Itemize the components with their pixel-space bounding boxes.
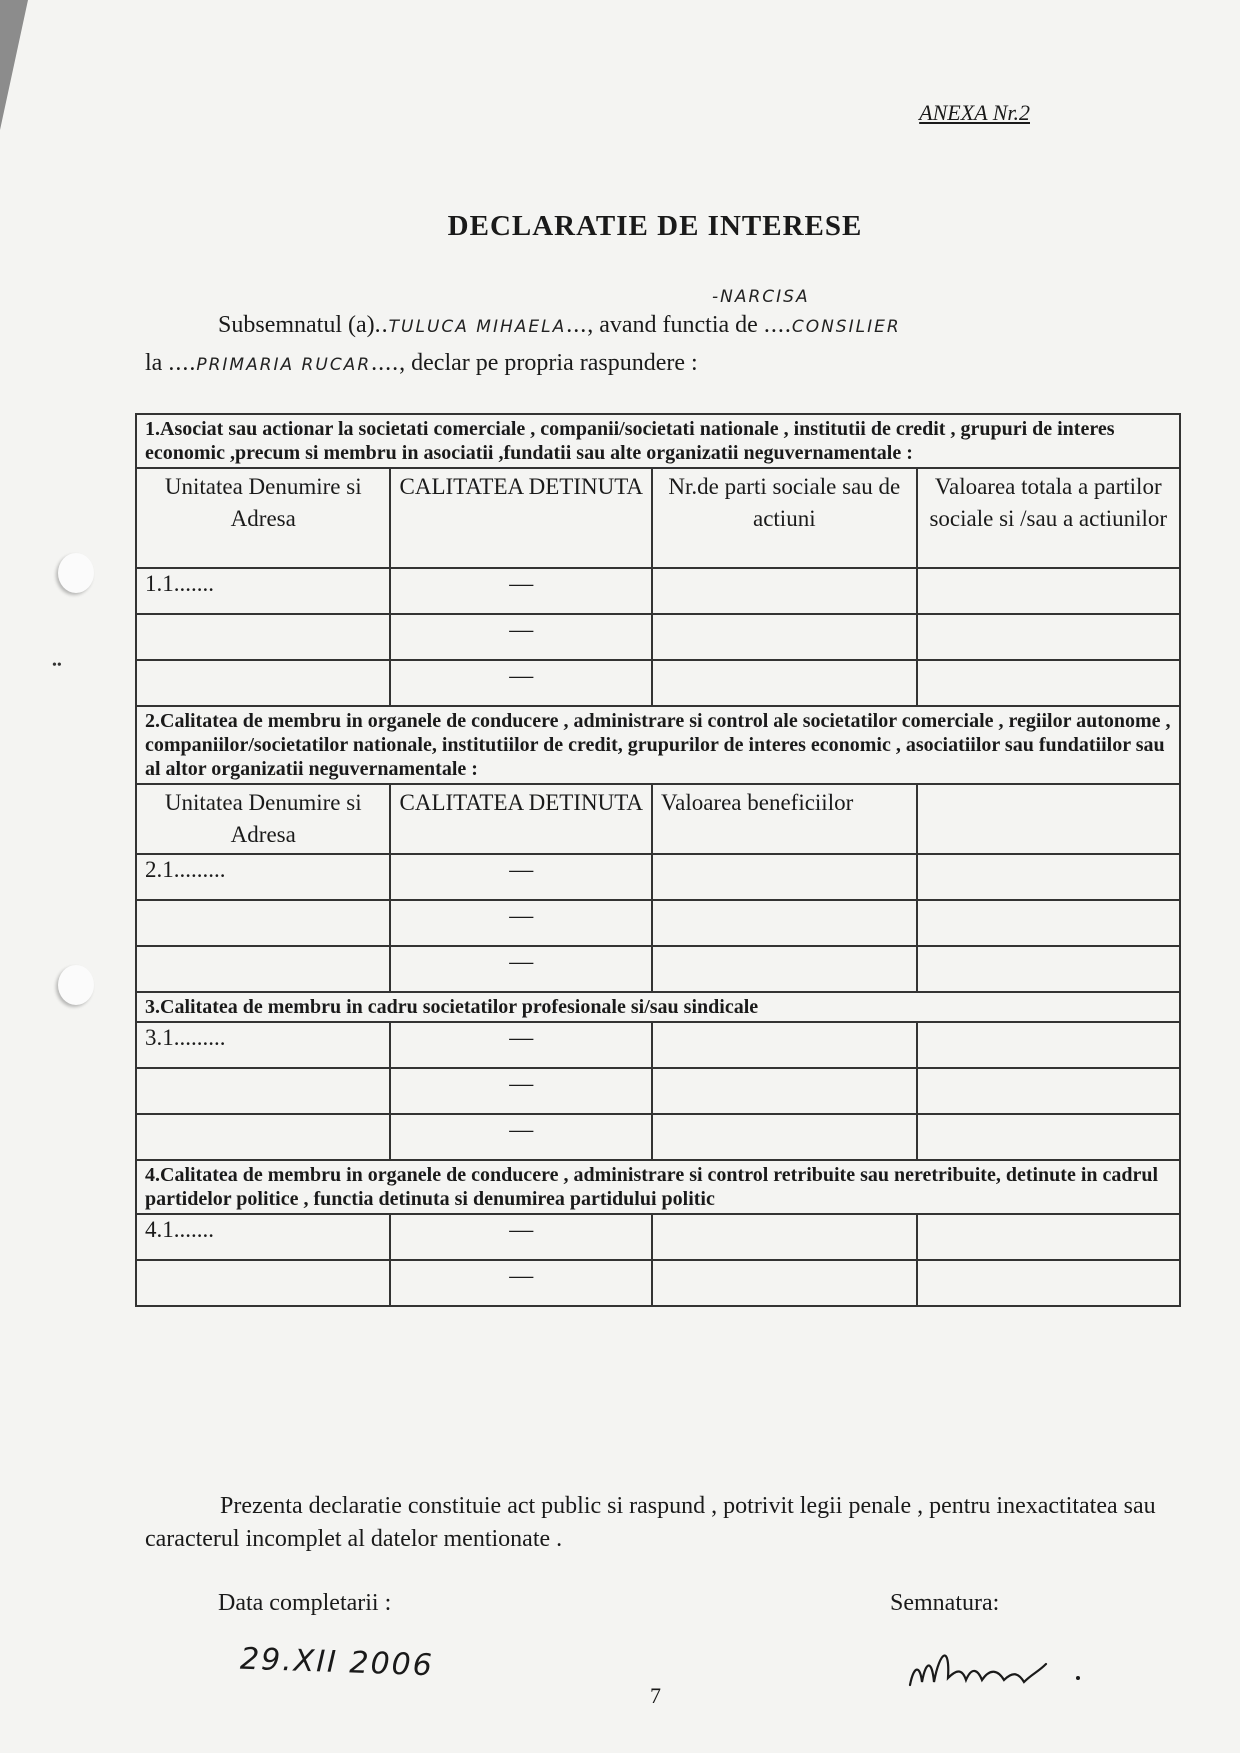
s2-header-unit: Unitatea Denumire si Adresa — [136, 784, 390, 854]
table-cell[interactable]: — — [390, 568, 652, 614]
table-cell[interactable] — [917, 900, 1180, 946]
table-row — [136, 1022, 1180, 1068]
subsemnatul-label: Subsemnatul (a) — [218, 312, 375, 338]
annex-label: ANEXA Nr.2 — [919, 100, 1030, 125]
table-row — [136, 614, 1180, 660]
table-cell[interactable] — [917, 946, 1180, 992]
table-row — [136, 568, 1180, 614]
table-cell[interactable] — [136, 614, 390, 660]
date-label: Data completarii : — [218, 1590, 392, 1616]
table-cell[interactable] — [652, 660, 917, 706]
table-cell[interactable] — [652, 946, 917, 992]
table-row — [136, 660, 1180, 706]
table-cell[interactable] — [136, 1114, 390, 1160]
handwritten-signature — [900, 1630, 1110, 1700]
la-label: la — [145, 350, 163, 376]
table-cell[interactable] — [917, 660, 1180, 706]
table-cell[interactable] — [136, 1068, 390, 1114]
table-cell[interactable]: — — [390, 660, 652, 706]
table-cell[interactable]: — — [390, 900, 652, 946]
table-cell[interactable] — [136, 946, 390, 992]
s1-header-quality: CALITATEA DETINUTA — [390, 468, 652, 568]
table-cell[interactable] — [652, 1022, 917, 1068]
table-cell[interactable] — [917, 1114, 1180, 1160]
table-cell[interactable]: 3.1......... — [136, 1022, 390, 1068]
page-number: 7 — [650, 1683, 661, 1708]
table-cell[interactable] — [917, 1068, 1180, 1114]
table-row — [136, 1068, 1180, 1114]
section-1-title: 1.Asociat sau actionar la societati comerciale , companii/societati nationale , institutii de credit , grupuri de interes economic ,precum si membru in asociatii ,fundatii sau alte organizatii neguvernamentale : — [136, 414, 1180, 468]
table-cell[interactable] — [917, 1022, 1180, 1068]
signature-label: Semnatura: — [890, 1590, 1000, 1616]
table-cell[interactable] — [136, 900, 390, 946]
table-cell[interactable]: — — [390, 1214, 652, 1260]
table-row — [136, 854, 1180, 900]
table-cell[interactable] — [652, 1068, 917, 1114]
table-row — [136, 1260, 1180, 1306]
table-cell[interactable]: — — [390, 1114, 652, 1160]
table-cell[interactable] — [652, 900, 917, 946]
interests-table — [135, 413, 1181, 1307]
table-cell[interactable] — [652, 614, 917, 660]
scan-shadow — [0, 0, 28, 130]
table-cell[interactable]: 2.1......... — [136, 854, 390, 900]
s1-header-shares: Nr.de parti sociale sau de actiuni — [652, 468, 917, 568]
table-cell[interactable] — [917, 1214, 1180, 1260]
table-cell[interactable] — [917, 1260, 1180, 1306]
table-row — [136, 900, 1180, 946]
punch-hole-top — [58, 553, 94, 593]
table-cell[interactable] — [917, 614, 1180, 660]
table-cell[interactable] — [652, 1260, 917, 1306]
date-handwritten[interactable]: 29.XII 2006 — [239, 1641, 435, 1684]
s1-header-value: Valoarea totala a partilor sociale si /sau a actiunilor — [917, 468, 1180, 568]
table-cell[interactable] — [917, 568, 1180, 614]
table-cell[interactable] — [652, 1214, 917, 1260]
scan-speck: •• — [52, 658, 62, 673]
function-label: , avand functia de — [587, 312, 758, 338]
name-field[interactable]: TULUCA MIHAELA — [388, 317, 567, 337]
table-cell[interactable] — [652, 568, 917, 614]
function-field[interactable]: CONSILIER — [791, 317, 901, 337]
s2-header-benefits: Valoarea beneficiilor — [652, 784, 917, 854]
s2-header-quality: CALITATEA DETINUTA — [390, 784, 652, 854]
section-3-title: 3.Calitatea de membru in cadru societatilor profesionale si/sau sindicale — [136, 992, 1180, 1022]
table-cell[interactable]: — — [390, 1068, 652, 1114]
table-cell[interactable] — [652, 1114, 917, 1160]
intro-line-2: la ....PRIMARIA RUCAR...., declar pe propria raspundere : — [145, 350, 698, 376]
table-cell[interactable] — [136, 660, 390, 706]
table-cell[interactable]: 1.1....... — [136, 568, 390, 614]
section-4-title: 4.Calitatea de membru in organele de conducere , administrare si control retribuite sau neretribuite, detinute in cadrul partidelor politice , functia detinuta si denumirea partidului politic — [136, 1160, 1180, 1214]
table-cell[interactable]: 4.1....... — [136, 1214, 390, 1260]
declar-label: , declar pe propria raspundere : — [399, 350, 698, 376]
section-2-title: 2.Calitatea de membru in organele de conducere , administrare si control ale societatilor comerciale , regiilor autonome , companiilor/societatilor nationale, institutiilor de credit, grupurilor de interes economic , asociatiilor sau fundatiilor sau al altor organizatii neguvernamentale : — [136, 706, 1180, 784]
table-cell[interactable]: — — [390, 1022, 652, 1068]
legal-statement: Prezenta declaratie constituie act public si raspund , potrivit legii penale , pentru inexactitatea sau caracterul incomplet al datelor mentionate . — [145, 1493, 1156, 1552]
table-row — [136, 946, 1180, 992]
table-cell[interactable] — [917, 854, 1180, 900]
institution-field[interactable]: PRIMARIA RUCAR — [196, 355, 372, 375]
table-cell[interactable]: — — [390, 1260, 652, 1306]
table-cell[interactable]: — — [390, 614, 652, 660]
table-cell[interactable]: — — [390, 854, 652, 900]
name-handwritten-above: -NARCISA — [712, 287, 810, 307]
table-cell[interactable]: — — [390, 946, 652, 992]
s1-header-unit: Unitatea Denumire si Adresa — [136, 468, 390, 568]
table-cell[interactable] — [652, 854, 917, 900]
table-cell[interactable] — [136, 1260, 390, 1306]
intro-line-1: Subsemnatul (a)..TULUCA MIHAELA..., avand functia de ....CONSILIER — [218, 312, 901, 338]
table-row — [136, 1214, 1180, 1260]
page-title: DECLARATIE DE INTERESE — [447, 210, 863, 242]
table-row — [136, 1114, 1180, 1160]
s2-header-empty — [917, 784, 1180, 854]
punch-hole-bottom — [58, 965, 94, 1005]
